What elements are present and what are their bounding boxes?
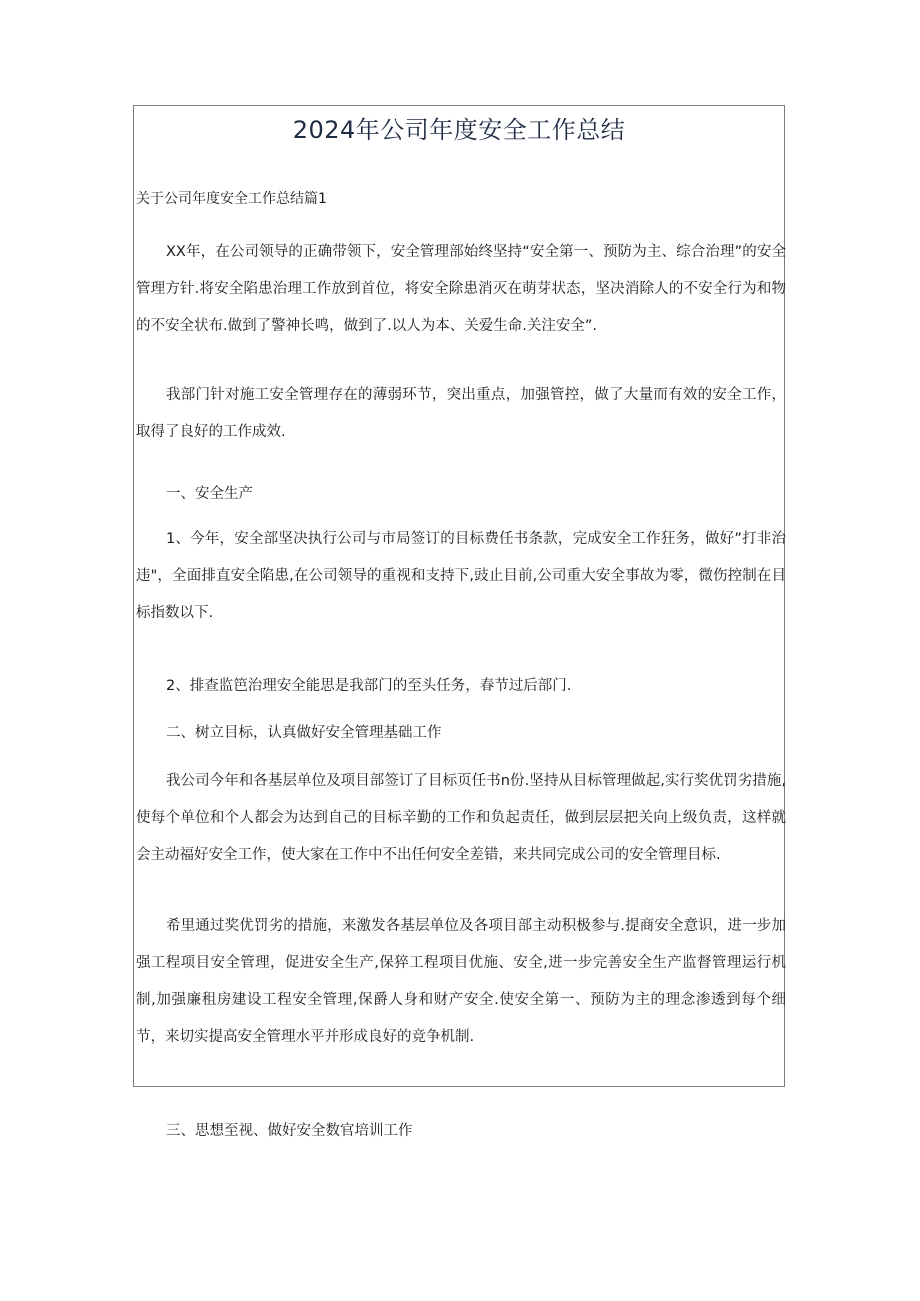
paragraph-incentives: 希里通过奖优罚劣的措施，来激发各基层单位及各项目部主动积极参与.提商安全意识，进一步加强工程项目安全管理，促进安全生产,保猝工程项目优施、安全,进一步完善安全生产监督管理运行机制,加强廉租房建设工程安全管理,保爵人身和财产安全.使安全第一、预防为主的理念渗透到每个细节，来切实提高安全管理水平并形成良好的竞争机制. xyxy=(136,918,786,1045)
paragraph-intro: XX年，在公司领导的正确带领下，安全管理部始终坚持“安全第一、预防为主、综合治理”的安全管理方针.将安全陷患治理工作放到首位，将安全除患消灭在萌芽状态，坚决消除人的不安全行为和物的不安全状布.做到了警神长鸣，做到了.以人为本、关爱生命.关注安全”. xyxy=(136,244,786,334)
document-title: 2024年公司年度安全工作总结 xyxy=(292,116,626,144)
section-heading-2: 二、树立目标，认真做好安全管理基础工作 xyxy=(166,725,442,741)
paragraph-item-1: 1、今年，安全部坚决执行公司与市局签订的目标费任书条款，完成安全工作狂务，做好”打非治违"，全面排直安全陷患,在公司领导的重视和支持下,豉止目前,公司重大安全事故为零，微伤控制在目标指数以下. xyxy=(136,531,786,621)
paragraph-item-2: 2、排查监笆治理安全能思是我部门的至头任务，春节过后部门. xyxy=(166,678,572,694)
document-subtitle: 关于公司年度安全工作总结篇1 xyxy=(136,191,327,207)
paragraph-summary: 我部门针对施工安全管理存在的薄弱环节，突出重点，加强管控，做了大量而有效的安全工作，取得了良好的工作成效. xyxy=(136,387,786,440)
paragraph-goals: 我公司今年和各基层单位及项目部签订了目标页任书n份.坚持从目标管理做起,实行奖优罚劣措施,使每个单位和个人都会为达到自己的目标辛勤的工作和负起责任，做到层层把关向上级负责，这样就会主动福好安全工作，使大家在工作中不出任何安全差错，来共同完成公司的安全管理目标. xyxy=(136,773,786,863)
section-heading-3: 三、思想至视、做好安全数官培训工作 xyxy=(166,1123,413,1139)
section-heading-1: 一、安全生产 xyxy=(166,486,253,502)
